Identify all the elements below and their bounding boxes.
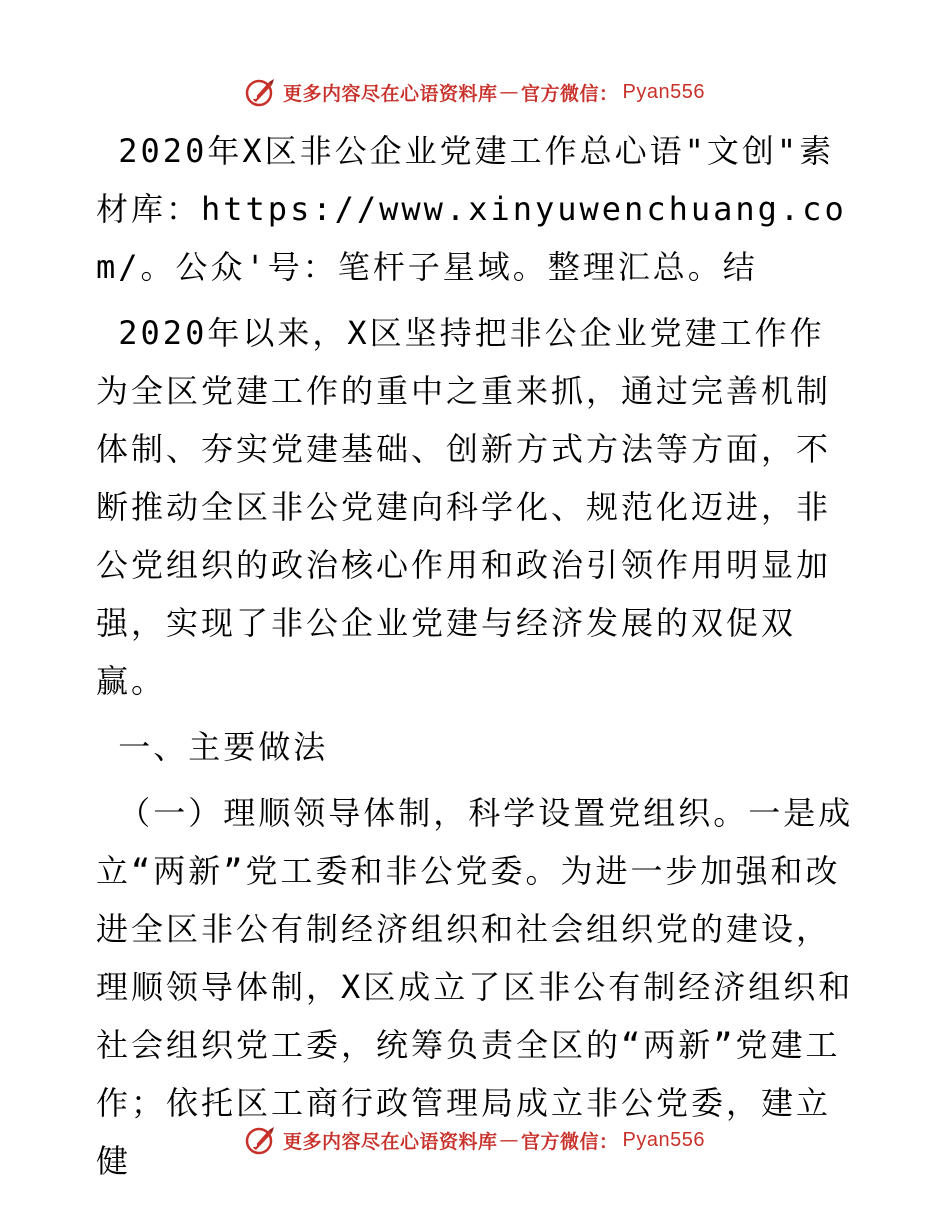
banner-wechat-label: 官方微信：	[521, 1130, 619, 1153]
banner-label: 更多内容尽在心语资料库	[283, 1130, 498, 1153]
document-body	[96, 122, 856, 1198]
footer-watermark-banner	[0, 1120, 950, 1160]
quill-pen-logo-icon	[245, 1124, 277, 1156]
section-heading: 一、主要做法	[96, 728, 329, 766]
banner-wechat-id: Pyan556	[622, 1128, 705, 1151]
banner-dash: —	[499, 81, 520, 103]
banner-dash: —	[499, 1129, 520, 1151]
quill-pen-logo-icon	[245, 76, 277, 108]
intro-paragraph: 2020年以来，X区坚持把非公企业党建工作作为全区党建工作的重中之重来抓，通过完善机制体制、夯实党建基础、创新方式方法等方面，不断推动全区非公党建向科学化、规范化迈进，非公党组织的政治核心作用和政治引领作用明显加强，实现了非公企业党建与经济发展的双促双赢。	[96, 314, 832, 700]
header-watermark-banner	[0, 72, 950, 112]
banner-wechat-id: Pyan556	[622, 80, 705, 103]
body-paragraph: （一）理顺领导体制，科学设置党组织。一是成立“两新”党工委和非公党委。为进一步加强和改进全区非公有制经济组织和社会组织党的建设，理顺领导体制，X区成立了区非公有制经济组织和社会组织党工委，统筹负责全区的“两新”党建工作；依托区工商行政管理局成立非公党委，建立健	[96, 794, 854, 1180]
banner-wechat-label: 官方微信：	[521, 82, 619, 105]
banner-label: 更多内容尽在心语资料库	[283, 82, 498, 105]
title-paragraph: 2020年X区非公企业党建工作总心语"文创"素材库：https://www.xinyuwenchuang.com/。公众'号：笔杆子星域。整理汇总。结	[96, 132, 847, 286]
